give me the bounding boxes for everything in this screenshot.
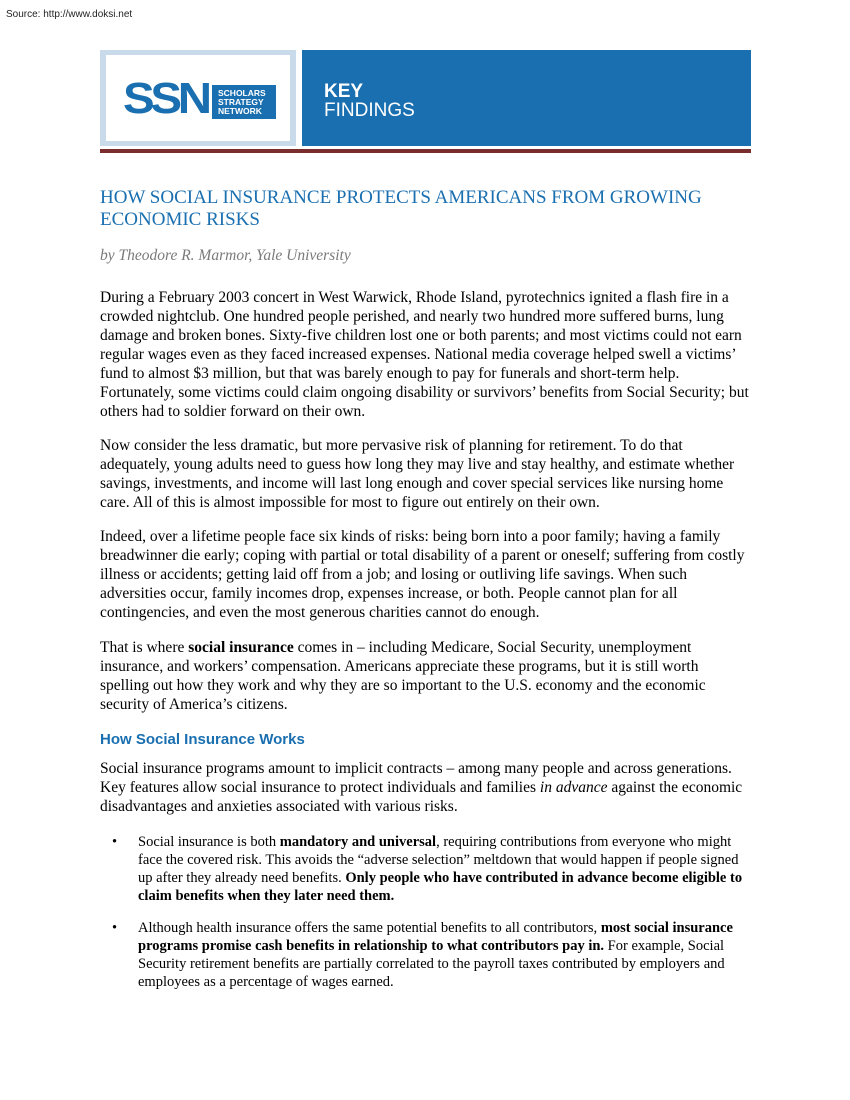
paragraph-2: Now consider the less dramatic, but more pervasive risk of planning for retirement. To do that adequately, young adults need to guess how long they may live and stay healthy, and estimate whether savings, investments, and income will last long enough and cover special services like nursing home care. All of this is almost impossible for most to figure out entirely on their own. <box>100 437 735 511</box>
document-title: HOW SOCIAL INSURANCE PROTECTS AMERICANS FROM GROWING ECONOMIC RISKS <box>100 187 702 230</box>
paragraph-3: Indeed, over a lifetime people face six kinds of risks: being born into a poor family; having a family breadwinner die early; coping with partial or total disability of a parent or oneself; suffering from costly illness or accidents; getting laid off from a job; and losing or outliving life savings. When such adversities occur, family incomes drop, expenses increase, or both. People cannot plan for all contingencies, and even the most generous charities cannot do enough. <box>100 528 745 621</box>
bullet-dot: • <box>112 920 118 936</box>
source-url: Source: http://www.doksi.net <box>6 9 133 20</box>
key-label: KEY <box>324 81 364 102</box>
author-byline: by Theodore R. Marmor, Yale University <box>100 247 351 264</box>
paragraph-1: During a February 2003 concert in West Warwick, Rhode Island, pyrotechnics ignited a flash fire in a crowded nightclub. One hundred people perished, and nearly two hundred more suffered burns, lung damage and broken bones. Sixty-five children lost one or both parents; and most victims could not earn regular wages even as they faced increased expenses. National media coverage helped swell a victims’ fund to almost $3 million, but that was barely enough to pay for funerals and short-term help. Fortunately, some victims could claim ongoing disability or survivors’ benefits from Social Security; but others had to soldier forward on their own. <box>100 289 749 420</box>
logo-tag-line-3: NETWORK <box>218 106 262 116</box>
logo-tag-line-1: SCHOLARS <box>218 88 266 98</box>
findings-label: FINDINGS <box>324 100 415 121</box>
bullet-dot: • <box>112 834 118 850</box>
key-findings-label <box>324 82 415 120</box>
list-item: • Social insurance is both mandatory and universal, requiring contributions from everyone who might face the covered risk. This avoids the “adverse selection” meltdown that would happen if people signed up after they already need benefits. Only people who have contributed in advance become eligible to claim benefits when they later need them. <box>112 834 743 904</box>
emphasis-social-insurance: social insurance <box>188 639 294 656</box>
emphasis-in-advance: in advance <box>539 779 608 796</box>
bullet-list <box>100 833 750 1005</box>
logo-tagline <box>212 85 276 119</box>
paragraph-4: That is where social insurance comes in – including Medicare, Social Security, unemployment insurance, and workers’ compensation. Americans appreciate these programs, but it is still worth spelling out how they work and why they are so important to the U.S. economy and the economic security of America’s citizens. <box>100 639 706 713</box>
logo-mark: SSN <box>123 74 208 123</box>
ssn-logo <box>100 50 296 146</box>
logo-tag-line-2: STRATEGY <box>218 97 264 107</box>
list-item: • Although health insurance offers the same potential benefits to all contributors, most social insurance programs promise cash benefits in relationship to what contributors pay in. For example, Social Security retirement benefits are partially correlated to the payroll taxes contributed by employers and employees as a percentage of wages earned. <box>112 920 733 990</box>
section-heading: How Social Insurance Works <box>100 731 305 748</box>
key-findings-box <box>302 50 751 146</box>
paragraph-5: Social insurance programs amount to implicit contracts – among many people and across generations. Key features allow social insurance to protect individuals and families in advance against the economic disadvantages and anxieties associated with various risks. <box>100 760 743 815</box>
key-findings-banner <box>100 50 751 148</box>
banner-divider <box>100 149 751 153</box>
